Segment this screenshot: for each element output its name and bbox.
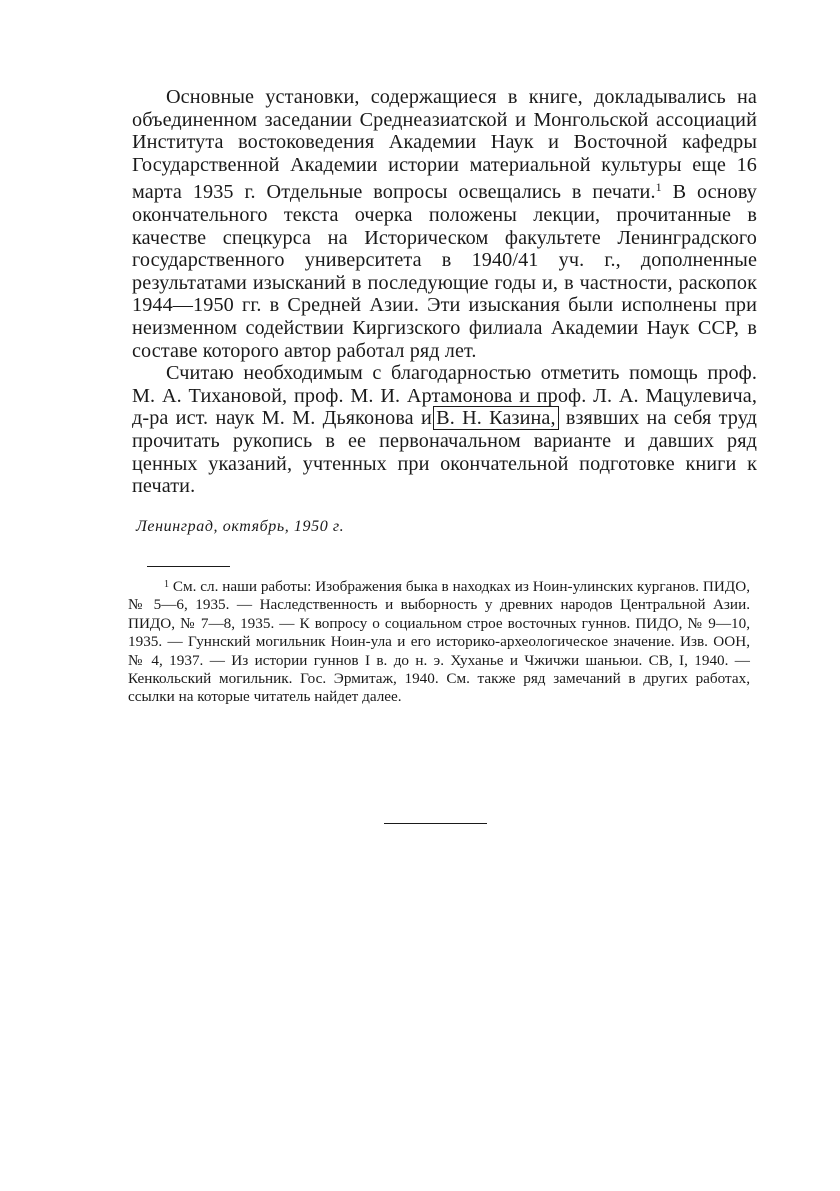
framed-name: В. Н. Казина, <box>433 406 558 430</box>
footnote-body: См. сл. наши работы: Изображения быка в находках из Ноин-улинских курганов. ПИДО, № 5—6, 1935. — Наследственность и выборность у древних народов Центральной Азии. ПИДО, № 7—8, 1935. — К вопросу о социальном строе восточных гуннов. ПИДО, № 9—10, 1935. — Гуннский могильник Ноин-ула и его историко-археологическое значение. Изв. ООН, № 4, 1937. — Из истории гуннов I в. до н. э. Хуханье и Чжичжи шаньюи. СВ, I, 1940. — Кенкольский могильник. Гос. Эрмитаж, 1940. См. также ряд замечаний в других работах, ссылки на которые читатель найдет далее. <box>128 578 750 706</box>
paragraph-1-text-continued: В основу окончательного текста очерка положены лекции, прочитанные в качестве спецкурса на Историческом факультете Ленинградского государственного университета в 1940/41 уч. г., дополненные результатами изысканий в последующие годы и, в частности, раскопок 1944—1950 гг. в Средней Азии. Эти изыскания были исполнены при неизменном содействии Киргизского филиала Академии Наук ССР, в составе которого автор работал ряд лет. <box>132 181 757 362</box>
paragraph-1 <box>132 86 757 362</box>
paragraph-2-text-continued: взявших на себя труд прочитать рукопись в ее первоначальном варианте и давших ряд ценных указаний, учтенных при окончательной подготовке книги к печати. <box>132 407 758 498</box>
footnote-divider <box>147 566 230 567</box>
paragraph-2-text: Считаю необходимым с благодарностью отметить помощь проф. М. А. Тихановой, проф. М. И. Артамонова и проф. Л. А. Мацулевича, д-ра ист. наук М. М. Дьяконова и <box>132 362 757 430</box>
place-date: Ленинград, октябрь, 1950 г. <box>136 518 345 535</box>
end-divider <box>384 823 487 824</box>
paragraph-2 <box>132 362 757 498</box>
footnote-text <box>128 576 750 707</box>
footnote-marker: 1 <box>164 579 169 590</box>
paragraph-1-text: Основные установки, содержащиеся в книге, докладывались на объединенном заседании Среднеазиатской и Монгольской ассоциаций Института востоковедения Академии Наук и Восточной кафедры Государственной Академии истории материальной культуры еще 16 марта 1935 г. Отдельные вопросы освещались в печати. <box>132 86 757 204</box>
footnote <box>128 576 750 707</box>
preface-body <box>132 86 757 498</box>
footnote-reference: 1 <box>655 180 662 195</box>
